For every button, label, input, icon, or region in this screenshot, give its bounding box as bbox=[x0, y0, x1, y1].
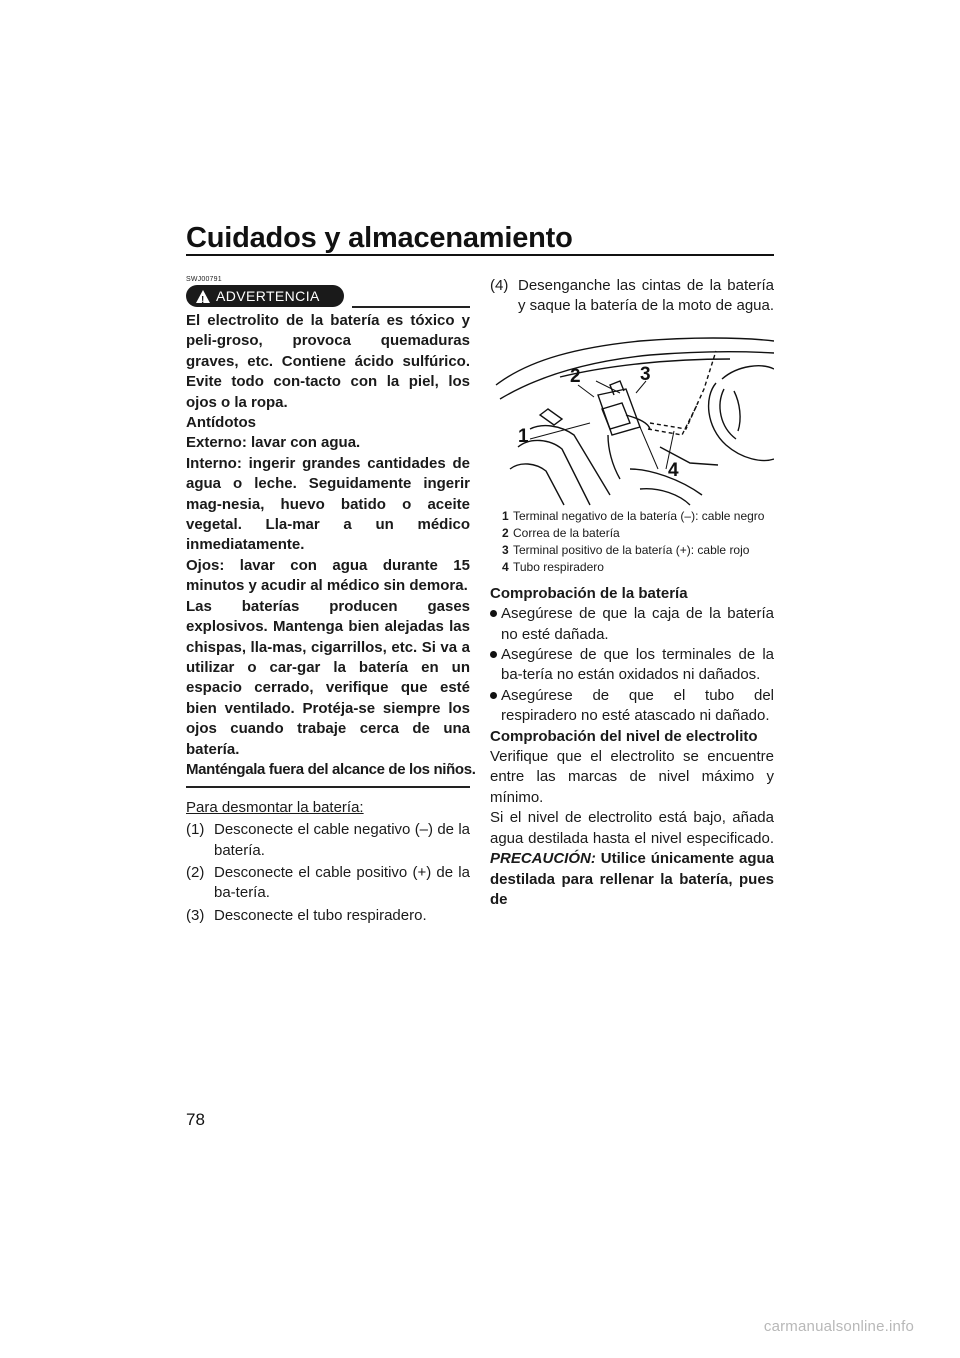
battery-check-heading: Comprobación de la batería bbox=[490, 584, 688, 602]
warning-paragraph: Antídotos bbox=[186, 414, 256, 432]
callout-text: Terminal negativo de la batería (–): cable negro bbox=[513, 508, 765, 523]
warning-paragraph: Manténgala fuera del alcance de los niños. bbox=[186, 760, 476, 778]
bullet-text: Asegúrese de que los terminales de la ba-tería no están oxidados ni dañados. bbox=[501, 646, 774, 684]
callout-number: 1 bbox=[502, 508, 509, 523]
warning-body bbox=[186, 311, 476, 780]
page-number: 78 bbox=[186, 1110, 205, 1129]
step-text: Desenganche las cintas de la batería y saque la batería de la moto de agua. bbox=[518, 277, 775, 315]
step-number: (4) bbox=[490, 277, 509, 294]
figure-label-2: 2 bbox=[570, 365, 581, 387]
callout-item bbox=[502, 560, 774, 574]
warning-label: ADVERTENCIA bbox=[216, 287, 320, 304]
callout-number: 2 bbox=[502, 525, 509, 540]
warning-paragraph: Externo: lavar con agua. bbox=[186, 434, 361, 452]
bullet-dot-icon bbox=[490, 645, 500, 686]
callout-text: Tubo respiradero bbox=[513, 559, 604, 574]
warning-triangle-icon bbox=[196, 290, 210, 303]
warning-header bbox=[186, 285, 470, 307]
step-text: Desconecte el cable negativo (–) de la batería. bbox=[214, 821, 470, 859]
bullet-item bbox=[490, 604, 774, 645]
warning-paragraph: Las baterías producen gases explosivos. Mantenga bien alejadas las chispas, lla-mas, cigarrillos, etc. Si va a utilizar o car-gar la batería en un espacio cerrado, verifique que esté bien ventilado. Protéja-se siempre los ojos cuando trabaje cerca de una batería. bbox=[186, 597, 470, 758]
removal-step bbox=[186, 863, 470, 904]
step-text: Desconecte el tubo respiradero. bbox=[214, 906, 427, 924]
electrolyte-paragraph-text: Si el nivel de electrolito está bajo, añada agua destilada hasta el nivel especificado. bbox=[490, 809, 774, 847]
warning-rule bbox=[352, 306, 470, 308]
removal-step bbox=[186, 820, 470, 861]
removal-step bbox=[490, 276, 774, 317]
bullet-text: Asegúrese de que la caja de la batería no esté dañada. bbox=[501, 605, 774, 643]
battery-line-drawing bbox=[490, 319, 774, 507]
figure-label-1: 1 bbox=[518, 425, 529, 447]
warning-paragraph: Interno: ingerir grandes cantidades de agua o leche. Seguidamente ingerir mag-nesia, huevo batido o aceite vegetal. Lla-mar a un médico inmediatamente. bbox=[186, 454, 470, 554]
title-rule bbox=[186, 254, 774, 256]
step-number: (3) bbox=[186, 906, 205, 924]
callout-item bbox=[502, 543, 774, 557]
removal-heading: Para desmontar la batería: bbox=[186, 798, 364, 816]
warning-paragraph: El electrolito de la batería es tóxico y peli-groso, provoca quemaduras graves, etc. Contiene ácido sulfúrico. Evite todo con-tacto con la piel, los ojos o la ropa. bbox=[186, 312, 470, 411]
bullet-text: Asegúrese de que el tubo del respiradero no esté atascado ni dañado. bbox=[501, 686, 774, 725]
bullet-item bbox=[490, 686, 774, 727]
left-column bbox=[186, 275, 476, 926]
warning-badge bbox=[186, 285, 344, 307]
page-title: Cuidados y almacenamiento bbox=[186, 222, 573, 254]
callout-item bbox=[502, 526, 774, 540]
caution-text: Utilice únicamente agua destilada para rellenar la batería, pues de bbox=[490, 850, 775, 908]
callout-number: 4 bbox=[502, 559, 509, 574]
bullet-dot-icon bbox=[490, 604, 500, 645]
step-number: (2) bbox=[186, 864, 205, 882]
callout-item bbox=[502, 509, 774, 523]
warning-paragraph: Ojos: lavar con agua durante 15 minutos y acudir al médico sin demora. bbox=[186, 556, 470, 595]
removal-step bbox=[186, 906, 470, 926]
watermark: carmanualsonline.info bbox=[763, 1318, 914, 1335]
electrolyte-paragraph bbox=[490, 808, 774, 910]
figure-label-3: 3 bbox=[640, 363, 651, 385]
step-number: (1) bbox=[186, 821, 205, 839]
bullet-item bbox=[490, 645, 774, 686]
figure-label-4: 4 bbox=[668, 459, 679, 481]
warning-end-rule bbox=[186, 786, 470, 788]
electrolyte-paragraph: Verifique que el electrolito se encuentre entre las marcas de nivel máximo y mínimo. bbox=[490, 748, 774, 806]
figure-callouts bbox=[490, 509, 774, 574]
bullet-dot-icon bbox=[490, 686, 500, 727]
callout-text: Correa de la batería bbox=[513, 525, 620, 540]
step-text: Desconecte el cable positivo (+) de la ba-tería. bbox=[214, 864, 470, 902]
caution-label: PRECAUCIÓN: bbox=[490, 850, 596, 868]
warning-code: SWJ00791 bbox=[186, 276, 222, 283]
right-column bbox=[490, 276, 774, 910]
callout-text: Terminal positivo de la batería (+): cable rojo bbox=[513, 542, 750, 557]
battery-illustration bbox=[490, 319, 774, 507]
electrolyte-check-heading: Comprobación del nivel de electrolito bbox=[490, 727, 758, 745]
callout-number: 3 bbox=[502, 542, 509, 557]
